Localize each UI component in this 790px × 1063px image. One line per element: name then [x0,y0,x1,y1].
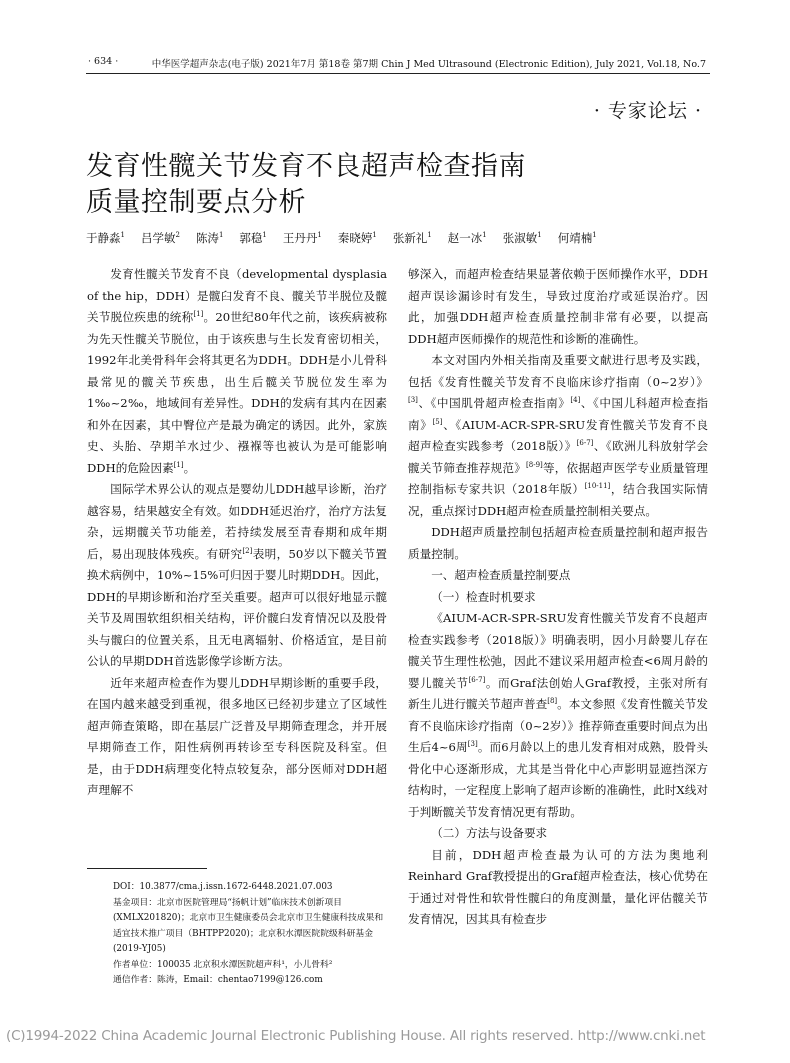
author: 吕学敏$^2$ [140,231,180,245]
citation-link[interactable]: [4] [570,396,581,405]
header-rule [86,73,710,74]
author: 郭稳$^1$ [239,231,267,245]
author: 张淑敏$^1$ [502,231,542,245]
citation-link[interactable]: [8-9] [526,460,543,469]
footnotes [87,880,387,989]
author: 于静淼$^1$ [86,231,125,245]
left-column [87,264,387,802]
subsection-heading: （一）检查时机要求 [431,589,536,604]
body-paragraph: DDH超声质量控制包括超声检查质量控制和超声报告质量控制。 [408,525,708,561]
citation-link[interactable]: [6-7] [468,675,486,684]
body-paragraph: 发育性髋关节发育不良（developmental dysplasia of the hip，DDH）是髋臼发育不良、髋关节半脱位及髋关节脱位疾患的统称[1]。20世纪80年代之前，该疾病被称为先天性髋关节脱位，由于该疾患与生长发育密切相关，1992年北美骨科年会将其更名为DDH。DDH是小儿骨科最常见的髋关节疾患，出生后髋关节脱位发生率为1‰~2‰，地域间有差异性。DDH的发病有其内在因素和外在因素，其中臀位产是最为确定的诱因。此外，家族史、头胎、孕期羊水过少、襁褓等也被认为是可能影响DDH的危险因素[1]。 [87,267,387,475]
corresponding-author: 通信作者：陈涛，Email：chentao7199@126.com [113,975,323,985]
body-paragraph-continued: 够深入，而超声检查结果显著依赖于医师操作水平，DDH超声误诊漏诊时有发生，导致过度治疗或延误治疗。因此，加强DDH超声检查质量控制非常有必要，以提高DDH超声医师操作的规范性和诊断的准确性。 [408,267,708,346]
citation-link[interactable]: [5] [432,417,443,426]
citation-link[interactable]: [6-7] [576,439,594,448]
journal-running-header: 中华医学超声杂志(电子版) 2021年7月 第18卷 第7期 Chin J Med Ultrasound (Electronic Edition), July 2021, Vol.18, No.7 [151,59,706,70]
footnote-rule [87,868,207,869]
citation-link[interactable]: [3] [467,740,478,749]
citation-link[interactable]: [10-11] [584,482,611,491]
author: 秦晓婷$^1$ [337,231,377,245]
citation-link[interactable]: [1] [193,310,204,319]
body-paragraph: 近年来超声检查作为婴儿DDH早期诊断的重要手段，在国内越来越受到重视，很多地区已经初步建立了区域性超声筛查策略，即在基层广泛普及早期筛查理念，并开展早期筛查工作，阳性病例再转诊至专科医院及科室。但是，由于DDH病理变化特点较复杂，部分医师对DDH超声理解不 [87,675,387,797]
right-column [408,264,708,931]
citation-link[interactable]: [3] [408,396,418,405]
citation-link[interactable]: [2] [242,546,253,555]
body-paragraph: 《AIUM-ACR-SPR-SRU发育性髋关节发育不良超声检查实践参考（2018版）》明确表明，因小月龄婴儿存在髋关节生理性松弛，因此不建议采用超声检查<6周月龄的婴儿髋关节[6-7]。而Graf法创始人Graf教授，主张对所有新生儿进行髋关节超声普查[8]。本文参照《发育性髋关节发育不良临床诊疗指南（0~2岁）》推荐筛查重要时间点为出生后4~6周[3]。而6月龄以上的患儿发育相对成熟，股骨头骨化中心逐渐形成，尤其是当骨化中心声影明显遮挡深方结构时，一定程度上影响了超声诊断的准确性，此时X线对于判断髋关节发育情况更有帮助。 [408,611,708,819]
subsection-heading: （二）方法与设备要求 [431,826,548,840]
page-number: · 634 · [88,56,119,67]
body-paragraph: 国际学术界公认的观点是婴幼儿DDH越早诊断，治疗越容易，结果越安全有效。如DDH延迟治疗，治疗方法复杂，远期髋关节功能差，若持续发展至青春期和成年期后，易出现肢体残疾。有研究[2]表明，50岁以下髋关节置换术病例中，10%~15%可归因于婴儿时期DDH。因此，DDH的早期诊断和治疗至关重要。超声可以很好地显示髋关节及周围软组织相关结构，评价髋臼发育情况以及股骨头与髋臼的位置关系，且无电离辐射、价格适宜，是目前公认的早期DDH首选影像学诊断方法。 [87,482,387,668]
author: 赵一冰$^1$ [447,231,487,245]
citation-link[interactable]: [8] [547,697,558,706]
author-list [86,230,597,246]
doi[interactable]: DOI：10.3877/cma.j.issn.1672-6448.2021.07.003 [113,882,333,892]
affiliation: 作者单位：100035 北京积水潭医院超声科¹，小儿骨科² [113,959,333,970]
citation-link[interactable]: [1] [173,460,184,469]
author: 王丹丹$^1$ [282,231,322,245]
article-title-line-2: 质量控制要点分析 [86,187,306,218]
article-title-line-1: 发育性髋关节发育不良超声检查指南 [86,151,526,182]
body-paragraph: 目前，DDH超声检查最为认可的方法为奥地利Reinhard Graf教授提出的Graf超声检查法，核心优势在于通过对骨性和软骨性髋臼的角度测量，量化评估髋关节发育情况，因其具有检查步 [408,847,708,926]
author: 何靖楠$^1$ [557,231,597,245]
author: 张新礼$^1$ [392,231,432,245]
author: 陈涛$^1$ [195,231,224,245]
body-paragraph: 本文对国内外相关指南及重要文献进行思考及实践，包括《发育性髋关节发育不良临床诊疗指南（0~2岁）》[3]、《中国肌骨超声检查指南》[4]、《中国儿科超声检查指南》[5]、《AIUM-ACR-SPR-SRU发育性髋关节发育不良超声检查实践参考（2018版）》[6-7]、《欧洲儿科放射学会髋关节筛查推荐规范》[8-9]等，依据超声医学专业质量管理控制指标专家共识（2018年版）[10-11]，结合我国实际情况，重点探讨DDH超声检查质量控制相关要点。 [408,353,709,518]
copyright-notice: (C)1994-2022 China Academic Journal Electronic Publishing House. All rights reserved. http://www.cnki.net [6,1028,706,1044]
section-tag: · 专家论坛 · [593,100,702,122]
fund-info: 基金项目：北京市医院管理局“扬帆计划”临床技术创新项目(XMLX201820)；北京市卫生健康委员会北京市卫生健康科技成果和适宜技术推广项目（BHTPP2020)；北京积水潭医院院级科研基金(2019-YJ05) [113,897,384,954]
section-heading: 一、超声检查质量控制要点 [431,568,571,582]
